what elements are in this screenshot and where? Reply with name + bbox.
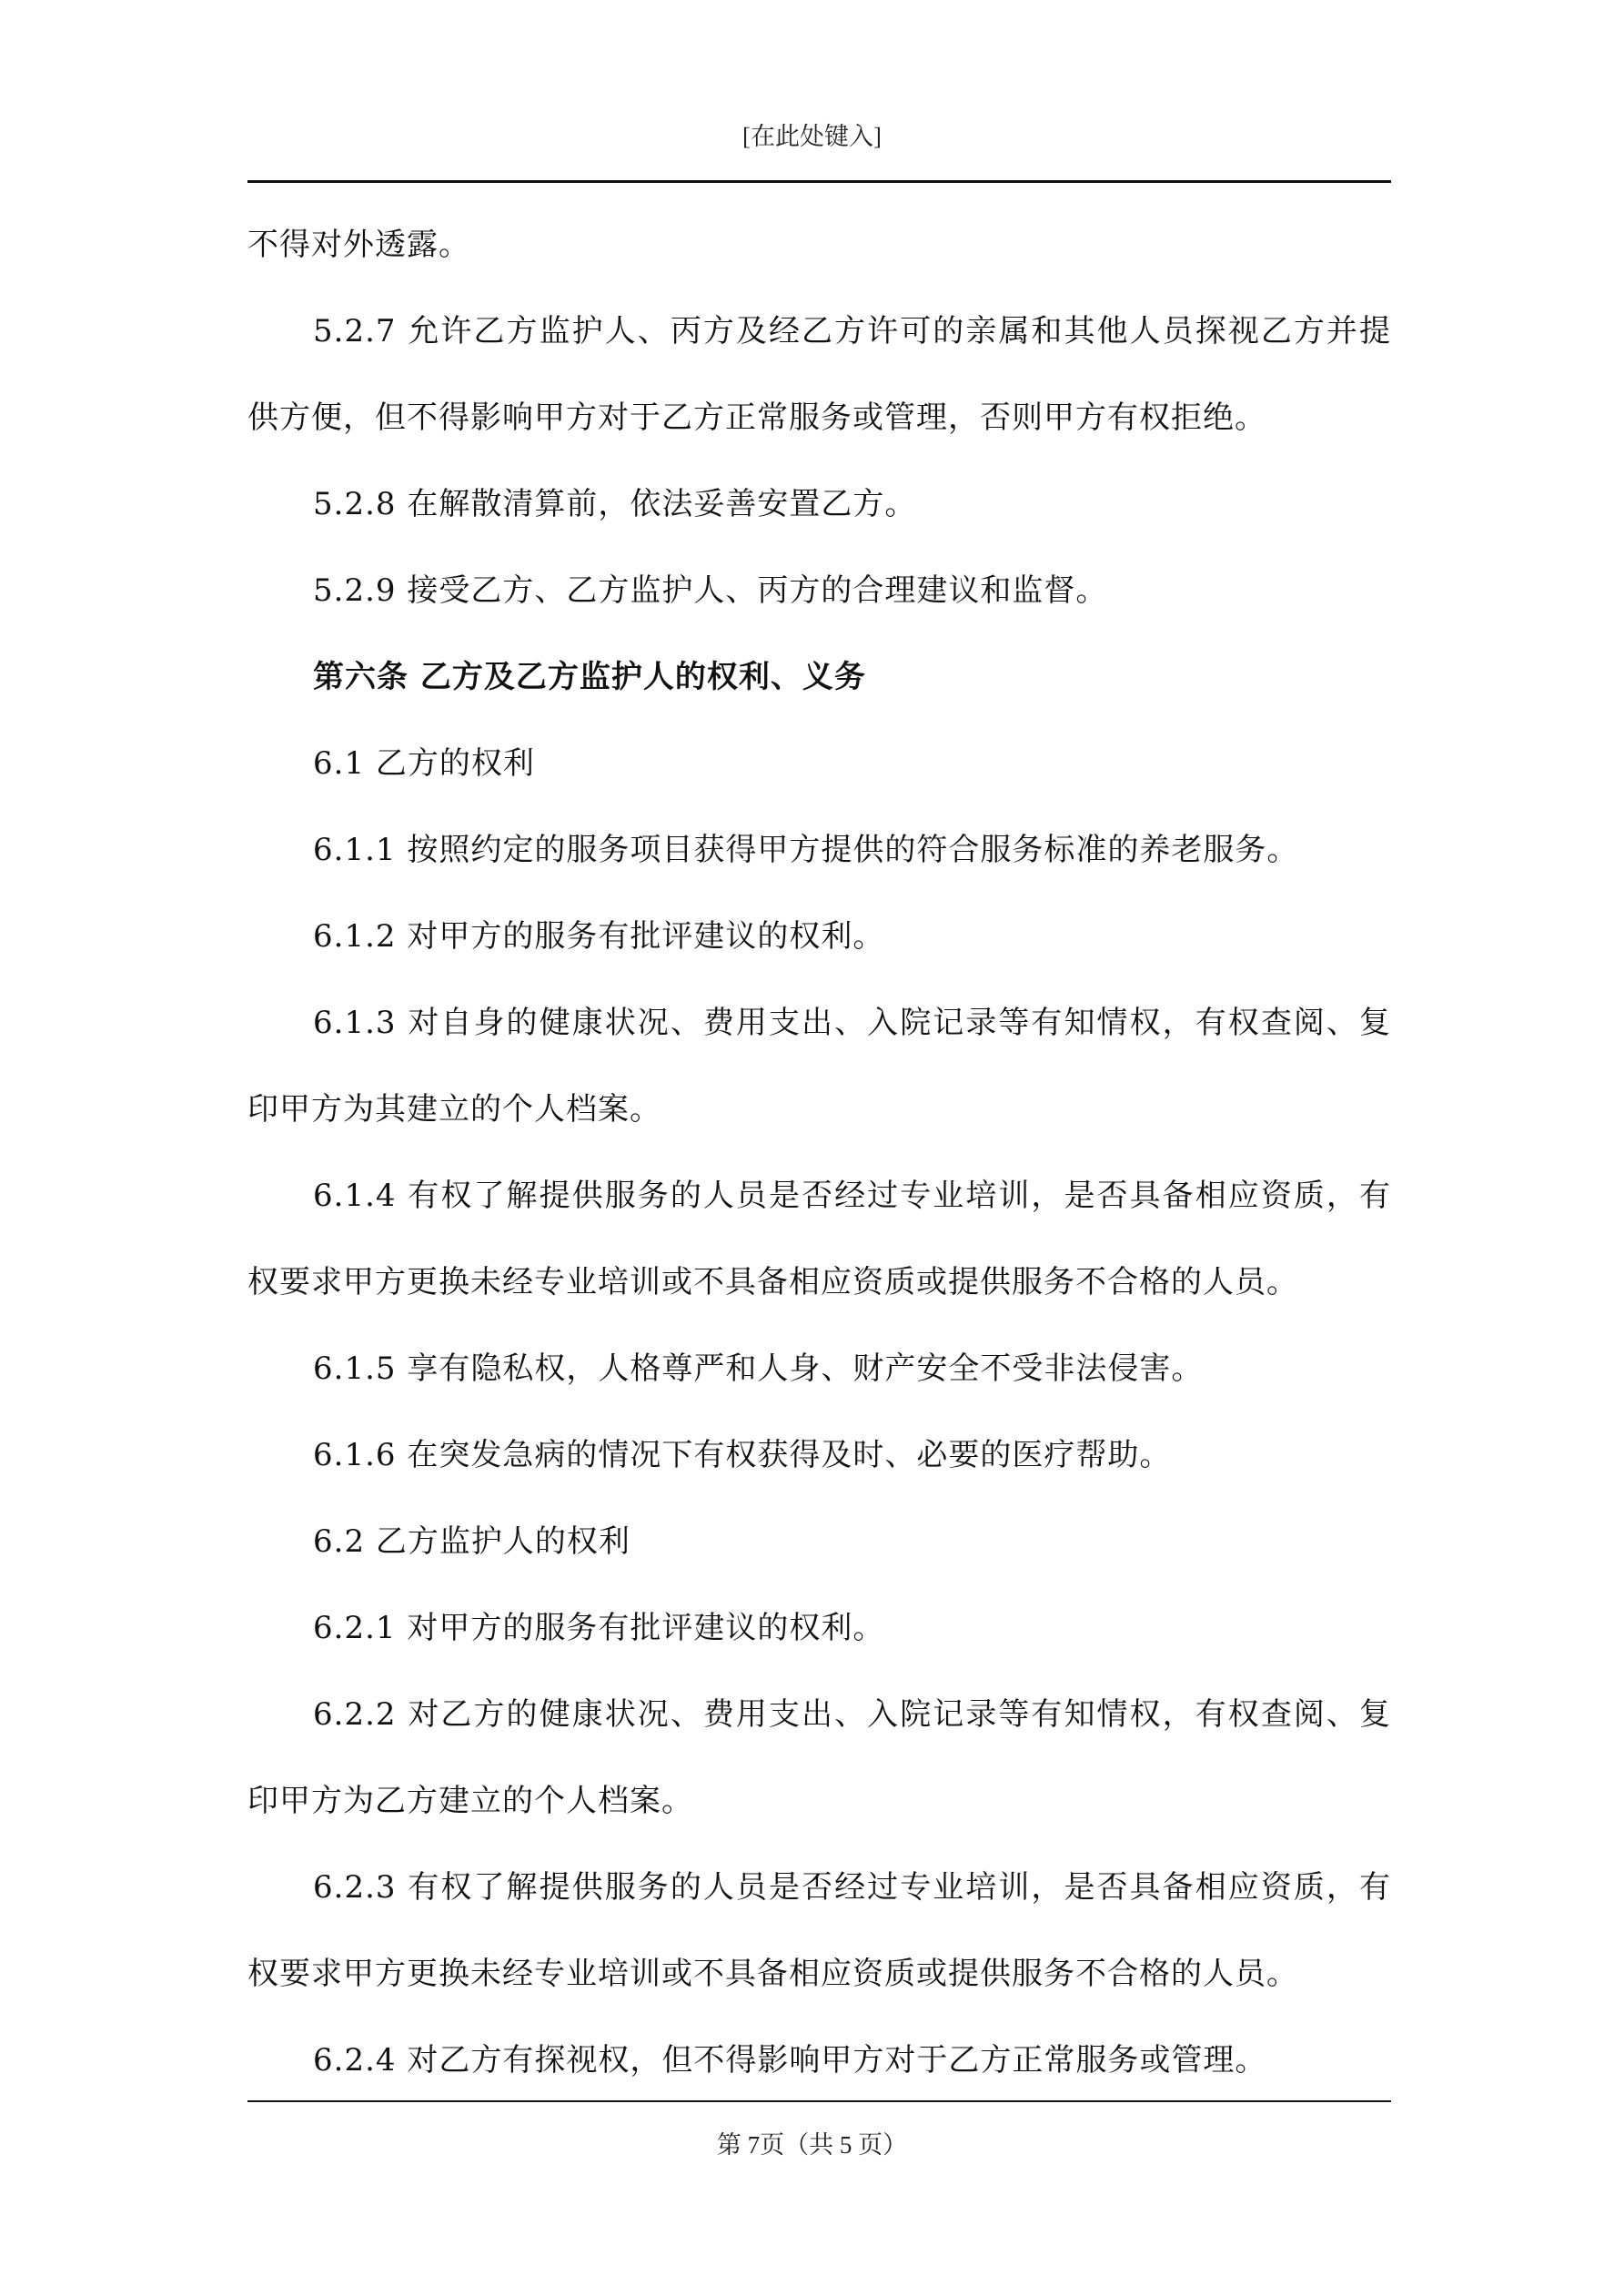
body-line: 印甲方为乙方建立的个人档案。 [247, 1783, 693, 1819]
document-body [247, 202, 1391, 2104]
clause-6-1-6: 6.1.6 在突发急病的情况下有权获得及时、必要的医疗帮助。 [313, 1437, 1172, 1473]
clause-6-1-4: 6.1.4 有权了解提供服务的人员是否经过专业培训，是否具备相应资质，有 [313, 1178, 1391, 1214]
page-footer: 第 7页（共 5 页） [716, 2131, 908, 2159]
clause-6-1-3: 6.1.3 对自身的健康状况、费用支出、入院记录等有知情权，有权查阅、复 [313, 1005, 1391, 1041]
section-6-1: 6.1 乙方的权利 [313, 745, 535, 782]
clause-6-1-1: 6.1.1 按照约定的服务项目获得甲方提供的符合服务标准的养老服务。 [313, 832, 1299, 868]
body-line: 权要求甲方更换未经专业培训或不具备相应资质或提供服务不合格的人员。 [247, 1956, 1298, 1992]
clause-6-1-2: 6.1.2 对甲方的服务有批评建议的权利。 [313, 918, 885, 955]
clause-6-2-2: 6.2.2 对乙方的健康状况、费用支出、入院记录等有知情权，有权查阅、复 [313, 1696, 1391, 1733]
footer-rule [247, 2100, 1391, 2102]
page-header: [在此处键入] [742, 123, 882, 150]
section-6-2: 6.2 乙方监护人的权利 [313, 1523, 630, 1560]
header-rule [247, 180, 1391, 183]
body-line: 权要求甲方更换未经专业培训或不具备相应资质或提供服务不合格的人员。 [247, 1264, 1298, 1300]
body-line: 印甲方为其建立的个人档案。 [247, 1091, 661, 1128]
clause-5-2-9: 5.2.9 接受乙方、乙方监护人、丙方的合理建议和监督。 [313, 572, 1108, 609]
clause-6-2-4: 6.2.4 对乙方有探视权，但不得影响甲方对于乙方正常服务或管理。 [313, 2042, 1267, 2079]
clause-6-2-3: 6.2.3 有权了解提供服务的人员是否经过专业培训，是否具备相应资质，有 [313, 1869, 1391, 1906]
body-line: 供方便，但不得影响甲方对于乙方正常服务或管理，否则甲方有权拒绝。 [247, 400, 1266, 436]
body-line: 不得对外透露。 [247, 227, 470, 263]
clause-6-1-5: 6.1.5 享有隐私权，人格尊严和人身、财产安全不受非法侵害。 [313, 1350, 1204, 1387]
article-6-heading: 第六条 乙方及乙方监护人的权利、义务 [313, 659, 866, 695]
clause-5-2-7: 5.2.7 允许乙方监护人、丙方及经乙方许可的亲属和其他人员探视乙方并提 [313, 313, 1391, 349]
clause-5-2-8: 5.2.8 在解散清算前，依法妥善安置乙方。 [313, 486, 917, 522]
clause-6-2-1: 6.2.1 对甲方的服务有批评建议的权利。 [313, 1610, 885, 1646]
